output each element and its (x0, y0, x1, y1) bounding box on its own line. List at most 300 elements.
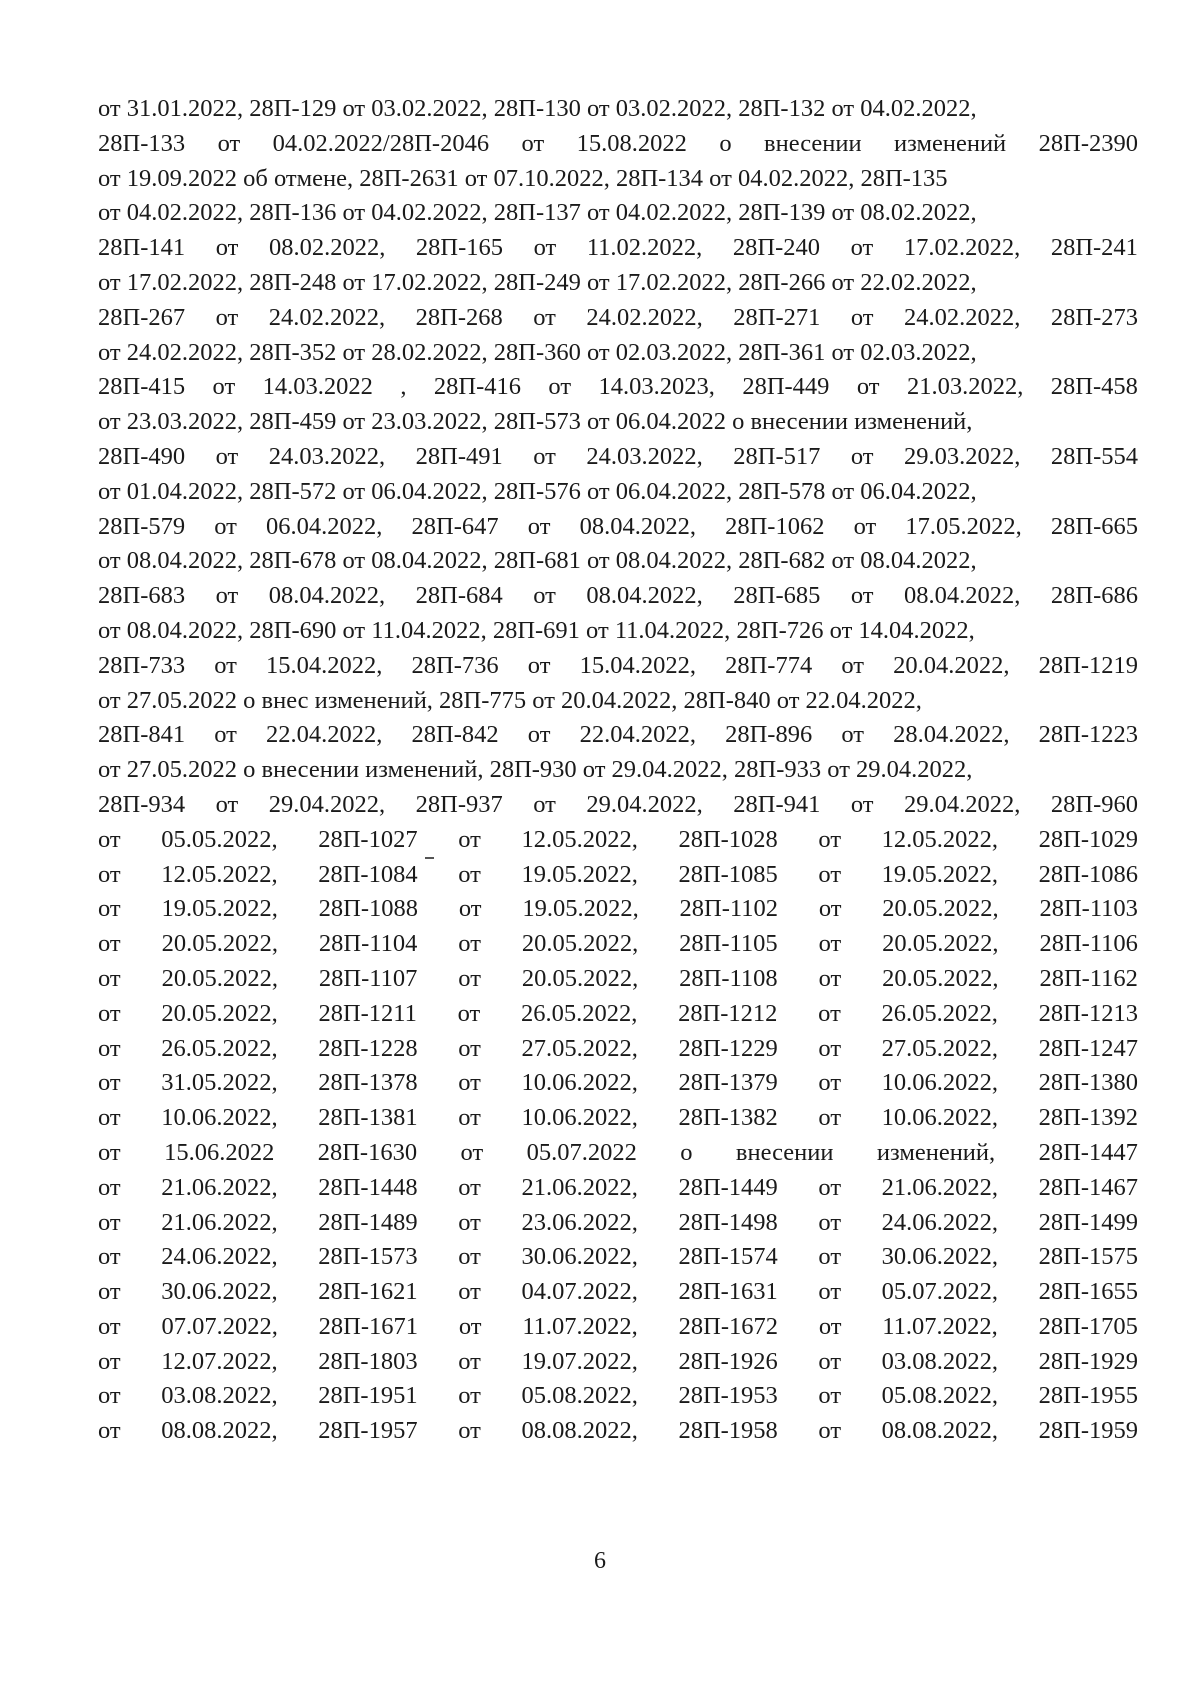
text-segment: 28П-1223 (1038, 721, 1138, 749)
text-segment: 28П-517 (733, 442, 821, 470)
text-segment: 28П-268 (415, 303, 503, 331)
text-segment: от (458, 895, 482, 923)
text-segment: 28П-665 (1050, 512, 1138, 540)
text-segment: от (818, 860, 842, 888)
text-line (98, 1310, 1138, 1345)
text-segment: 19.05.2022, (522, 895, 639, 923)
text-segment: 29.04.2022, (586, 790, 703, 818)
text-segment: от (98, 1208, 121, 1236)
text-segment: 03.08.2022, (881, 1347, 999, 1375)
text-segment: 28П-1959 (1038, 1417, 1138, 1445)
text-segment: 28П-1630 (317, 1138, 418, 1166)
text-line (98, 127, 1138, 162)
text-segment: 11.02.2022, (586, 234, 703, 262)
text-segment: от (98, 860, 121, 888)
text-segment: от 19.09.2022 об отмене, 28П-2631 от 07.10.2022, 28П-134 от 04.02.2022, 28П-135 (98, 164, 948, 192)
document-body (98, 92, 1138, 1449)
text-segment: 08.08.2022, (521, 1417, 638, 1445)
text-segment: 20.05.2022, (161, 964, 278, 992)
text-line (98, 336, 1138, 371)
text-segment: от (215, 234, 239, 262)
text-line (98, 788, 1138, 823)
text-segment: 28П-1213 (1038, 999, 1138, 1027)
text-segment: 10.06.2022, (881, 1069, 999, 1097)
text-segment: 20.05.2022, (161, 930, 278, 958)
text-segment: 21.03.2022, (906, 373, 1024, 401)
text-line (98, 753, 1138, 788)
text-line (98, 684, 1138, 719)
text-segment: 28П-1447 (1038, 1138, 1138, 1166)
text-segment: 19.05.2022, (521, 860, 638, 888)
text-segment: от (841, 651, 864, 679)
text-segment: 28П-1088 (318, 895, 419, 923)
text-segment: от (841, 721, 864, 749)
text-segment: 21.06.2022, (521, 1173, 638, 1201)
text-line (98, 405, 1138, 440)
text-line (98, 162, 1138, 197)
text-segment: от 08.04.2022, 28П-678 от 08.04.2022, 28П-681 от 08.04.2022, 28П-682 от 08.04.2022, (98, 547, 977, 575)
text-segment: от (521, 129, 545, 157)
text-segment: от 04.02.2022, 28П-136 от 04.02.2022, 28П-137 от 04.02.2022, 28П-139 от 08.02.2022, (98, 199, 977, 227)
text-segment: 24.03.2022, (268, 442, 386, 470)
text-segment: 28.04.2022, (893, 721, 1010, 749)
text-segment: 28П-1499 (1038, 1208, 1138, 1236)
text-line (98, 1345, 1138, 1380)
text-segment: 28П-1219 (1038, 651, 1138, 679)
text-segment: 28П-491 (415, 442, 503, 470)
text-segment: 05.08.2022, (521, 1382, 638, 1410)
text-segment: 19.05.2022, (161, 895, 278, 923)
text-segment: 28П-1211 (318, 999, 417, 1027)
text-line (98, 1066, 1138, 1101)
text-segment: 28П-1926 (678, 1347, 778, 1375)
text-segment: 28П-1382 (678, 1104, 778, 1132)
text-line (98, 1171, 1138, 1206)
text-line (98, 475, 1138, 510)
text-segment: 28П-271 (733, 303, 821, 331)
text-segment: 28П-841 (98, 721, 186, 749)
text-segment: 28П-1929 (1038, 1347, 1138, 1375)
text-segment: от (458, 1173, 481, 1201)
text-line (98, 1206, 1138, 1241)
text-segment: от (818, 1173, 842, 1201)
text-segment: от (98, 825, 121, 853)
text-segment: от (215, 582, 239, 610)
text-segment: 07.07.2022, (161, 1312, 278, 1340)
text-segment: 08.08.2022, (881, 1417, 999, 1445)
text-segment: 17.02.2022, (903, 234, 1021, 262)
text-segment: 28П-1574 (678, 1243, 778, 1271)
text-segment: 28П-1498 (678, 1208, 778, 1236)
text-segment: 08.04.2022, (579, 512, 696, 540)
text-segment: 15.04.2022, (266, 651, 383, 679)
text-segment: 28П-141 (98, 234, 186, 262)
text-segment: 15.04.2022, (579, 651, 696, 679)
text-segment: 28П-1448 (318, 1173, 418, 1201)
text-segment: 04.07.2022, (521, 1278, 638, 1306)
text-segment: от (533, 790, 556, 818)
text-segment: 12.07.2022, (161, 1347, 278, 1375)
text-segment: 29.04.2022, (268, 790, 386, 818)
text-line (98, 440, 1138, 475)
text-segment: 28П-686 (1050, 582, 1138, 610)
text-segment: 10.06.2022, (161, 1104, 278, 1132)
text-segment: 28П-1957 (318, 1417, 418, 1445)
text-segment: изменений, (876, 1138, 996, 1166)
text-segment: от (458, 1243, 481, 1271)
text-segment: от (212, 373, 236, 401)
text-line (98, 301, 1138, 336)
text-segment: от (98, 1312, 121, 1340)
text-segment: 28П-1029 (1038, 825, 1138, 853)
text-segment: от (214, 651, 237, 679)
text-segment: 08.04.2022, (268, 582, 386, 610)
text-segment: от (98, 895, 121, 923)
text-segment: от (818, 1382, 842, 1410)
text-segment: от (818, 1104, 842, 1132)
text-segment: от (98, 1278, 121, 1306)
text-segment: 28П-1392 (1038, 1104, 1138, 1132)
text-segment: 08.08.2022, (161, 1417, 278, 1445)
text-segment: от (818, 999, 841, 1027)
text-segment: 24.02.2022, (904, 303, 1021, 331)
text-segment: 24.06.2022, (161, 1243, 278, 1271)
text-segment: от (458, 825, 481, 853)
text-line (98, 231, 1138, 266)
text-line (98, 370, 1138, 405)
text-segment: 20.04.2022, (893, 651, 1010, 679)
text-segment: 28П-1028 (678, 825, 778, 853)
text-line (98, 1101, 1138, 1136)
text-segment: от 17.02.2022, 28П-248 от 17.02.2022, 28П-249 от 17.02.2022, 28П-266 от 22.02.2022, (98, 268, 977, 296)
text-segment: от (818, 1347, 842, 1375)
text-segment: 19.07.2022, (521, 1347, 638, 1375)
text-segment: от (457, 999, 481, 1027)
text-segment: от (98, 930, 121, 958)
text-segment: от (458, 1104, 481, 1132)
text-segment: 20.05.2022, (521, 930, 639, 958)
text-segment: от (98, 1138, 121, 1166)
text-segment: от (548, 373, 572, 401)
text-segment: от (458, 1278, 481, 1306)
text-segment: 28П-1106 (1039, 930, 1138, 958)
text-segment: от (98, 1417, 121, 1445)
text-line (98, 92, 1138, 127)
text-segment: от (458, 1382, 481, 1410)
text-segment: 19.05.2022, (881, 860, 999, 888)
text-segment: 28П-1621 (318, 1278, 418, 1306)
text-segment: 28П-1631 (678, 1278, 778, 1306)
text-segment: 28П-1378 (318, 1069, 418, 1097)
page-number: 6 (594, 1548, 606, 1574)
text-segment: от (458, 1069, 481, 1097)
text-line (98, 892, 1138, 927)
text-segment: 24.02.2022, (586, 303, 703, 331)
text-segment: 08.02.2022, (268, 234, 386, 262)
text-segment: 28П-683 (98, 582, 186, 610)
text-segment: от (856, 373, 880, 401)
text-segment: 28П-736 (411, 651, 499, 679)
text-segment: 28П-1212 (678, 999, 778, 1027)
text-segment: внесении (764, 129, 862, 157)
text-segment: от (214, 512, 237, 540)
text-segment: 14.03.2022 (262, 373, 373, 401)
text-segment: от (818, 930, 842, 958)
text-segment: 28П-1671 (318, 1312, 419, 1340)
text-segment: 03.08.2022, (161, 1382, 278, 1410)
text-segment: от 01.04.2022, 28П-572 от 06.04.2022, 28П-576 от 06.04.2022, 28П-578 от 06.04.2022, (98, 477, 977, 505)
text-segment: 23.06.2022, (521, 1208, 638, 1236)
text-segment: 28П-1108 (679, 964, 778, 992)
text-line (98, 614, 1138, 649)
text-segment: от (850, 303, 874, 331)
text-segment: 28П-842 (411, 721, 499, 749)
text-segment: 28П-684 (415, 582, 503, 610)
text-segment: от (533, 303, 556, 331)
text-segment: 28П-733 (98, 651, 186, 679)
text-line (98, 858, 1138, 893)
text-segment: 28П-1103 (1039, 895, 1138, 923)
text-segment: от (460, 1138, 484, 1166)
text-segment: 26.05.2022, (161, 1034, 278, 1062)
text-line (98, 579, 1138, 614)
text-segment: 26.05.2022, (881, 999, 998, 1027)
text-line (98, 962, 1138, 997)
text-segment: о (680, 1138, 693, 1166)
text-segment: от (215, 790, 239, 818)
text-segment: от (214, 721, 237, 749)
text-line (98, 927, 1138, 962)
text-segment: 05.07.2022 (526, 1138, 637, 1166)
text-segment: от (850, 790, 874, 818)
text-line (98, 1275, 1138, 1310)
text-segment: 28П-1102 (679, 895, 778, 923)
text-segment: 12.05.2022, (161, 860, 278, 888)
text-segment: от (458, 964, 481, 992)
text-segment: от (818, 1312, 842, 1340)
text-line (98, 1136, 1138, 1171)
text-segment: 28П-1086 (1038, 860, 1138, 888)
text-segment: 10.06.2022, (521, 1104, 638, 1132)
text-segment: 30.06.2022, (521, 1243, 638, 1271)
text-segment: от (458, 930, 481, 958)
text-segment: от (458, 1208, 481, 1236)
text-segment: от (818, 1069, 842, 1097)
text-line (98, 997, 1138, 1032)
text-segment: 28П-1247 (1038, 1034, 1138, 1062)
text-segment: от (98, 1173, 121, 1201)
text-segment: 28П-1575 (1038, 1243, 1138, 1271)
text-segment: 17.05.2022, (905, 512, 1022, 540)
text-segment: от (527, 512, 551, 540)
text-segment: 28П-1803 (318, 1347, 418, 1375)
text-segment: 28П-1489 (318, 1208, 418, 1236)
text-segment: от (850, 582, 874, 610)
text-segment: от (458, 1347, 481, 1375)
text-segment: от (458, 860, 481, 888)
text-segment: 22.04.2022, (579, 721, 696, 749)
text-segment: 28П-1955 (1038, 1382, 1138, 1410)
text-segment: 28П-647 (411, 512, 499, 540)
text-segment: 28П-937 (415, 790, 503, 818)
text-segment: от (818, 964, 842, 992)
text-segment: 28П-1951 (318, 1382, 418, 1410)
text-segment: от (818, 1417, 842, 1445)
text-segment: 28П-1062 (725, 512, 825, 540)
text-segment: 28П-960 (1050, 790, 1138, 818)
text-line (98, 1032, 1138, 1067)
text-segment: 28П-273 (1050, 303, 1138, 331)
text-segment: 28П-1379 (678, 1069, 778, 1097)
text-segment: 28П-1380 (1038, 1069, 1138, 1097)
text-segment: 28П-1084 (318, 860, 418, 888)
text-segment: 22.04.2022, (266, 721, 383, 749)
text-segment: 27.05.2022, (521, 1034, 638, 1062)
text-segment: от (98, 999, 121, 1027)
text-segment: от (818, 825, 842, 853)
text-segment: 28П-579 (98, 512, 186, 540)
text-segment: от (527, 651, 551, 679)
text-segment: 28П-240 (732, 234, 821, 262)
text-segment: 24.03.2022, (586, 442, 703, 470)
text-segment: 20.05.2022, (161, 999, 278, 1027)
text-segment: 12.05.2022, (521, 825, 638, 853)
text-segment: от (98, 1104, 121, 1132)
text-segment: 21.06.2022, (161, 1208, 278, 1236)
text-segment: от (98, 1347, 121, 1375)
text-segment: 30.06.2022, (881, 1243, 999, 1271)
text-segment: 29.04.2022, (904, 790, 1021, 818)
text-line (98, 196, 1138, 231)
text-segment: 28П-165 (415, 234, 504, 262)
text-segment: 29.03.2022, (904, 442, 1021, 470)
text-segment: 28П-941 (733, 790, 821, 818)
text-line (98, 1240, 1138, 1275)
text-segment: 28П-1573 (318, 1243, 418, 1271)
text-line (98, 510, 1138, 545)
text-segment: 05.07.2022, (881, 1278, 999, 1306)
text-segment: 28П-267 (98, 303, 186, 331)
text-segment: 28П-1228 (318, 1034, 418, 1062)
text-segment: 24.02.2022, (268, 303, 386, 331)
text-segment: от (850, 234, 874, 262)
text-segment: 12.05.2022, (881, 825, 999, 853)
text-segment: 24.06.2022, (881, 1208, 999, 1236)
text-segment: 30.06.2022, (161, 1278, 278, 1306)
text-line (98, 1379, 1138, 1414)
text-segment: , (400, 373, 407, 401)
text-segment: 28П-490 (98, 442, 186, 470)
text-segment: от 27.05.2022 о внес изменений, 28П-775 от 20.04.2022, 28П-840 от 22.04.2022, (98, 686, 922, 714)
text-segment: от (850, 442, 874, 470)
text-segment: 31.05.2022, (161, 1069, 278, 1097)
text-segment: 14.03.2023, (598, 373, 715, 401)
text-segment: 08.04.2022, (586, 582, 703, 610)
text-segment: 10.06.2022, (521, 1069, 638, 1097)
text-segment: 28П-1449 (678, 1173, 778, 1201)
text-segment: 28П-1467 (1038, 1173, 1138, 1201)
text-segment: 05.05.2022, (161, 825, 278, 853)
text-line (98, 266, 1138, 301)
text-line (98, 823, 1138, 858)
text-segment: от (533, 442, 556, 470)
text-segment: от (217, 129, 241, 157)
text-segment: от (215, 303, 239, 331)
text-segment: 28П-685 (733, 582, 821, 610)
text-segment: от (818, 1243, 842, 1271)
text-segment: 06.04.2022, (266, 512, 383, 540)
text-segment: от (527, 721, 551, 749)
text-line (98, 718, 1138, 753)
text-segment: 20.05.2022, (882, 895, 999, 923)
text-segment: 28П-554 (1050, 442, 1138, 470)
text-segment: 28П-1105 (679, 930, 778, 958)
text-segment: 28П-1027 (318, 825, 418, 853)
text-segment: 05.08.2022, (881, 1382, 999, 1410)
text-segment: от (98, 1243, 121, 1271)
text-segment: 26.05.2022, (520, 999, 638, 1027)
text-segment: 28П-1104 (318, 930, 418, 958)
text-line (98, 544, 1138, 579)
text-line (98, 1414, 1138, 1449)
text-segment: 20.05.2022, (882, 930, 999, 958)
text-segment: 28П-2390 (1038, 129, 1138, 157)
text-segment: от (458, 1034, 481, 1062)
text-segment: от 24.02.2022, 28П-352 от 28.02.2022, 28П-360 от 02.03.2022, 28П-361 от 02.03.2022, (98, 338, 977, 366)
text-segment: внесении (735, 1138, 834, 1166)
text-segment: 28П-774 (725, 651, 813, 679)
text-segment: 15.08.2022 (576, 129, 687, 157)
text-segment: 28П-1655 (1038, 1278, 1138, 1306)
text-segment: 21.06.2022, (161, 1173, 278, 1201)
text-segment: 10.06.2022, (881, 1104, 999, 1132)
text-segment: 15.06.2022 (164, 1138, 275, 1166)
text-segment: 04.02.2022/28П-2046 (272, 129, 490, 157)
text-segment: 28П-449 (742, 373, 830, 401)
text-segment: 28П-1953 (678, 1382, 778, 1410)
text-segment: 11.07.2022, (882, 1312, 998, 1340)
text-segment: от 31.01.2022, 28П-129 от 03.02.2022, 28П-130 от 03.02.2022, 28П-132 от 04.02.2022, (98, 95, 977, 122)
text-segment: 28П-241 (1050, 234, 1138, 262)
scan-artifact-mark (425, 857, 434, 859)
text-segment: изменений (894, 129, 1007, 157)
text-segment: от (215, 442, 239, 470)
text-segment: 28П-415 (98, 373, 186, 401)
text-segment: 28П-934 (98, 790, 186, 818)
text-segment: от 27.05.2022 о внесении изменений, 28П-930 от 29.04.2022, 28П-933 от 29.04.2022, (98, 756, 973, 784)
text-segment: от (818, 895, 842, 923)
text-segment: 28П-458 (1050, 373, 1138, 401)
text-segment: от (533, 582, 556, 610)
text-segment: 28П-1085 (678, 860, 778, 888)
text-segment: 08.04.2022, (904, 582, 1021, 610)
text-segment: 28П-1672 (678, 1312, 778, 1340)
text-segment: о (719, 129, 732, 157)
text-segment: от (98, 964, 121, 992)
text-segment: от (98, 1034, 121, 1062)
text-segment: 28П-1381 (318, 1104, 418, 1132)
text-segment: от (853, 512, 877, 540)
text-segment: от (98, 1069, 121, 1097)
text-segment: 21.06.2022, (881, 1173, 999, 1201)
text-segment: от 23.03.2022, 28П-459 от 23.03.2022, 28П-573 от 06.04.2022 о внесении изменений, (98, 408, 973, 436)
text-segment: от (818, 1278, 842, 1306)
text-segment: от 08.04.2022, 28П-690 от 11.04.2022, 28П-691 от 11.04.2022, 28П-726 от 14.04.2022, (98, 616, 975, 644)
text-segment: от (98, 1382, 121, 1410)
text-segment: 28П-896 (725, 721, 813, 749)
text-segment: 27.05.2022, (881, 1034, 999, 1062)
text-segment: 20.05.2022, (882, 964, 999, 992)
